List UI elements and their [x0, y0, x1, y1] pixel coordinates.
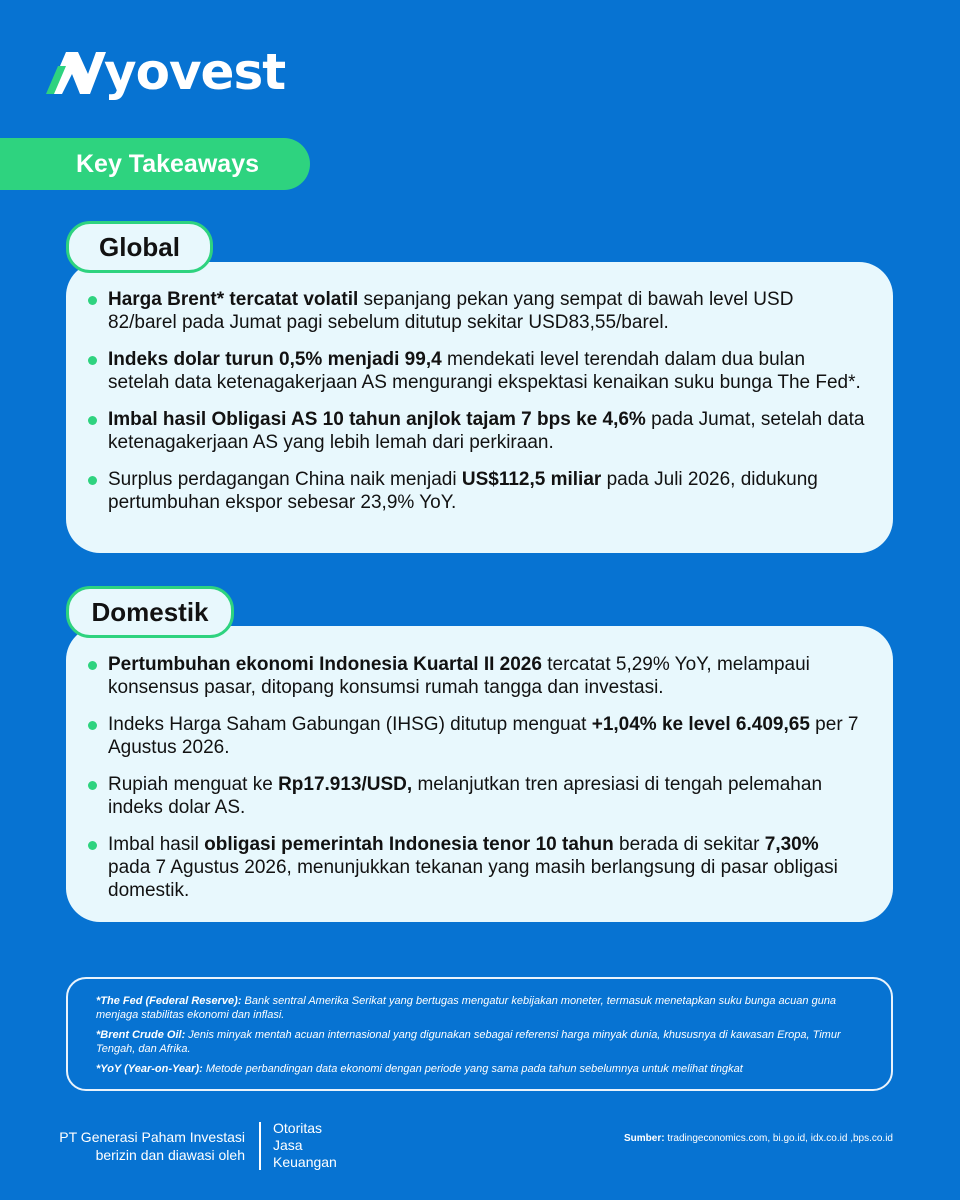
note-text: Bank sentral Amerika Serikat yang bertugas mengatur kebijakan moneter, termasuk menetapkan suku bunga acuan guna menjaga stabilitas ekonomi dan inflasi. [96, 995, 837, 1021]
bullet-icon [88, 661, 97, 670]
list-item [88, 833, 865, 902]
glossary-note [96, 994, 867, 1022]
glossary-note [96, 1062, 867, 1076]
note-term: *Brent Crude Oil: [96, 1029, 186, 1041]
list-item [88, 348, 865, 394]
ojk-line: Jasa [273, 1137, 303, 1153]
glossary-note [96, 1028, 867, 1056]
sources-list: tradingeconomics.com, bi.go.id, idx.co.id ,bps.co.id [664, 1133, 893, 1144]
item-text: sepanjang pekan yang sempat di bawah level USD 82/barel pada Jumat pagi sebelum ditutup sekitar USD83,55/barel. [108, 289, 794, 333]
item-bold: obligasi pemerintah Indonesia tenor 10 tahun [204, 834, 614, 855]
item-text: Surplus perdagangan China naik menjadi [108, 469, 462, 490]
item-text: per 7 Agustus 2026. [108, 714, 859, 758]
item-text: mendekati level terendah dalam dua bulan setelah data ketenagakerjaan AS mengurangi ekspektasi kenaikan suku bunga The Fed*. [108, 349, 861, 393]
item-bold: Imbal hasil Obligasi AS 10 tahun anjlok tajam 7 bps ke 4,6% [108, 409, 646, 430]
bullet-icon [88, 296, 97, 305]
list-item [88, 288, 865, 334]
banner-title: Key Takeaways [76, 149, 259, 178]
ojk-line: Otoritas [273, 1120, 323, 1136]
global-tab: Global [66, 221, 213, 273]
item-text: Indeks Harga Saham Gabungan (IHSG) ditutup menguat [108, 714, 592, 735]
domestik-list [88, 653, 865, 916]
item-bold: Pertumbuhan ekonomi Indonesia Kuartal II 2026 [108, 654, 542, 675]
bullet-icon [88, 476, 97, 485]
domestik-card [66, 626, 893, 922]
bullet-icon [88, 416, 97, 425]
note-term: *The Fed (Federal Reserve): [96, 995, 242, 1007]
list-item [88, 653, 865, 699]
logo-mark-icon [44, 44, 108, 100]
list-item [88, 713, 865, 759]
sources-text [624, 1133, 893, 1144]
global-list [88, 288, 865, 528]
item-bold: Indeks dolar turun 0,5% menjadi 99,4 [108, 349, 442, 370]
footer-divider [259, 1122, 261, 1170]
bullet-icon [88, 356, 97, 365]
item-text: pada Juli 2026, didukung pertumbuhan ekspor sebesar 23,9% YoY. [108, 469, 818, 513]
bullet-icon [88, 841, 97, 850]
bullet-icon [88, 721, 97, 730]
item-bold: Rp17.913/USD, [278, 774, 413, 795]
item-bold: +1,04% ke level 6.409,65 [591, 714, 810, 735]
item-text: melanjutkan tren apresiasi di tengah pelemahan indeks dolar AS. [108, 774, 823, 818]
supervision-text: berizin dan diawasi oleh [95, 1147, 245, 1163]
item-text: pada 7 Agustus 2026, menunjukkan tekanan yang masih berlangsung di pasar obligasi domestik. [108, 857, 838, 901]
glossary-box [66, 977, 893, 1091]
brand-logo [44, 42, 285, 102]
note-text: Metode perbandingan data ekonomi dengan periode yang sama pada tahun sebelumnya untuk melihat tingkat [202, 1063, 743, 1075]
list-item [88, 408, 865, 454]
item-bold: US$112,5 miliar [461, 469, 602, 490]
sources-label: Sumber: [623, 1133, 665, 1144]
list-item [88, 773, 865, 819]
company-disclaimer [59, 1128, 245, 1164]
item-text: berada di sekitar [613, 834, 765, 855]
item-bold: Harga Brent* tercatat volatil [108, 289, 359, 310]
logo-text: yovest [104, 43, 286, 101]
key-takeaways-banner [0, 138, 310, 190]
bullet-icon [88, 781, 97, 790]
domestik-tab: Domestik [66, 586, 234, 638]
item-bold: 7,30% [764, 834, 819, 855]
global-card [66, 262, 893, 553]
item-text: Rupiah menguat ke [108, 774, 279, 795]
ojk-line: Keuangan [273, 1154, 337, 1170]
company-name: PT Generasi Paham Investasi [59, 1129, 245, 1145]
ojk-logo [273, 1120, 337, 1171]
list-item [88, 468, 865, 514]
item-text: Imbal hasil [108, 834, 205, 855]
item-text: pada Jumat, setelah data ketenagakerjaan AS yang lebih lemah dari perkiraan. [108, 409, 865, 453]
note-term: *YoY (Year-on-Year): [96, 1063, 203, 1075]
item-text: tercatat 5,29% YoY, melampaui konsensus pasar, ditopang konsumsi rumah tangga dan investasi. [108, 654, 810, 698]
note-text: Jenis minyak mentah acuan internasional yang digunakan sebagai referensi harga minyak dunia, khususnya di kawasan Eropa, Timur Tengah, dan Afrika. [96, 1029, 841, 1055]
